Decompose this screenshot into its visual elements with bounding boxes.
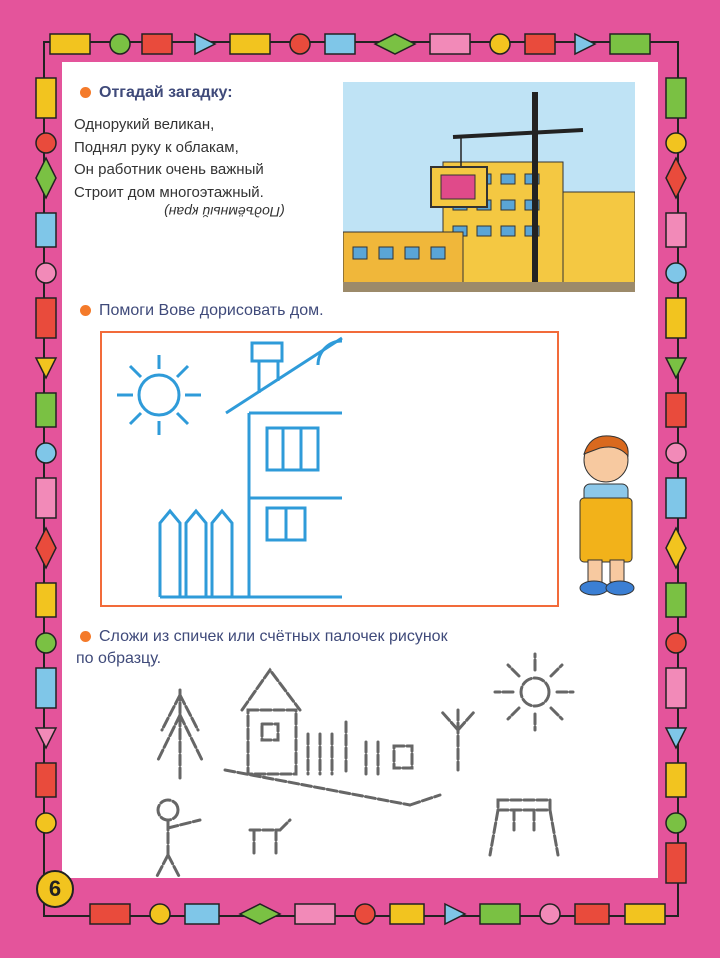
bullet-icon xyxy=(80,631,91,642)
boy-illustration xyxy=(570,432,642,602)
task3-text-line2: по образцу. xyxy=(76,650,162,667)
riddle-answer: (Подъёмный кран) xyxy=(164,204,285,220)
crane-illustration xyxy=(343,82,635,292)
task3-text-line1: Сложи из спичек или счётных палочек рисунок xyxy=(99,628,448,645)
riddle-text xyxy=(74,114,264,204)
match-stick-picture xyxy=(150,650,590,880)
house-drawing xyxy=(102,333,557,605)
riddle-line: Поднял руку к облакам, xyxy=(74,138,239,156)
riddle-line: Однорукий великан, xyxy=(74,116,215,133)
task2-text: Помоги Вове дорисовать дом. xyxy=(99,302,324,319)
page-number: 6 xyxy=(36,870,74,908)
riddle-title xyxy=(80,84,233,102)
riddle-title-text: Отгадай загадку: xyxy=(99,84,233,101)
riddle-line: Строит дом многоэтажный. xyxy=(74,183,264,201)
drawing-frame xyxy=(100,331,559,607)
task2-heading xyxy=(80,302,324,320)
bullet-icon xyxy=(80,87,91,98)
riddle-line: Он работник очень важный xyxy=(74,161,264,178)
sun-icon xyxy=(139,375,179,415)
bullet-icon xyxy=(80,305,91,316)
